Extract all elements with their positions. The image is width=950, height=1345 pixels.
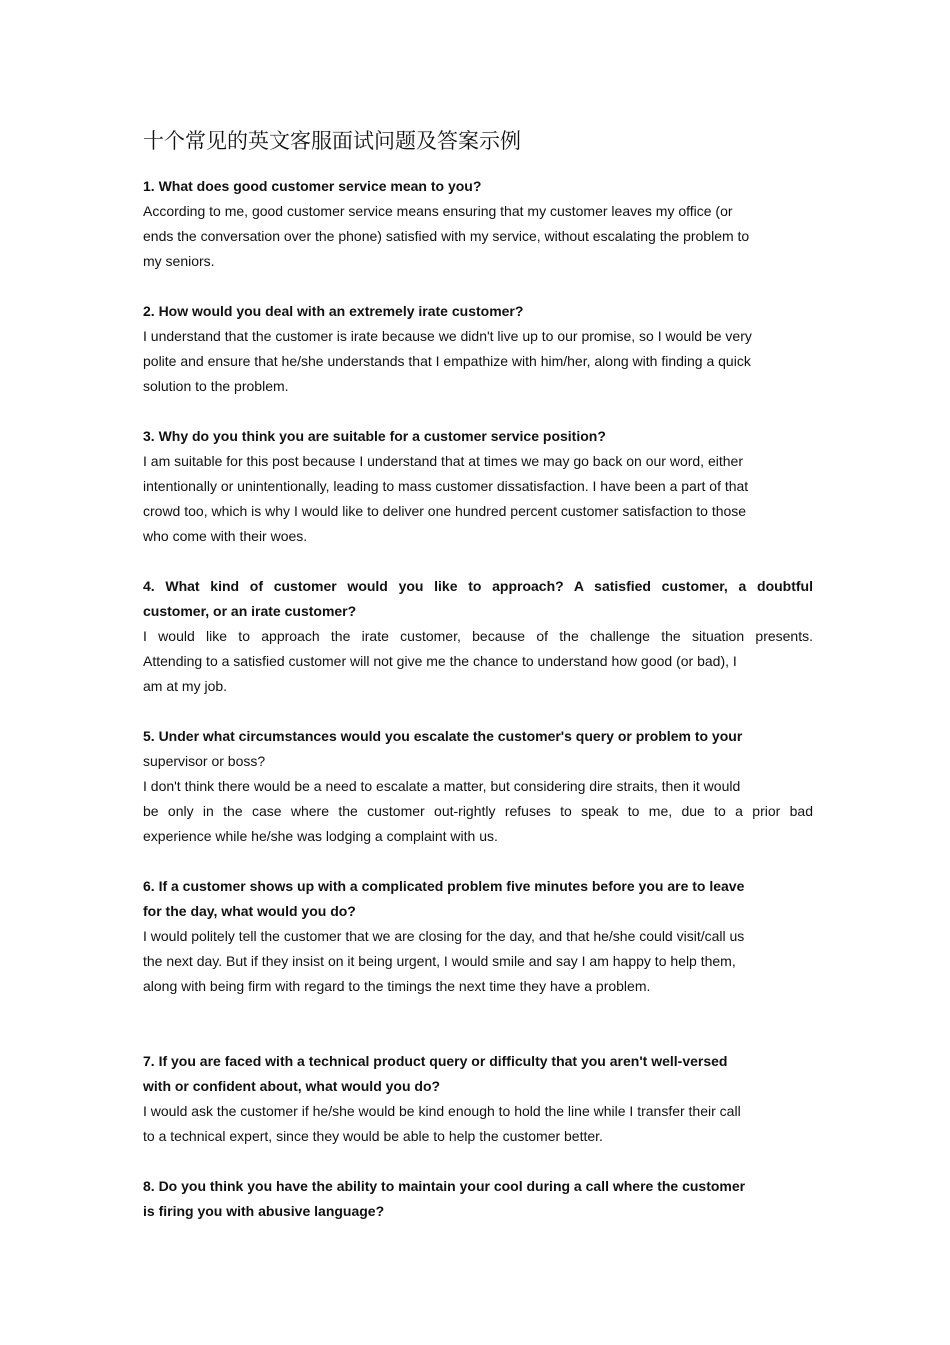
qa-item-4	[143, 574, 813, 699]
answer-2-line-3: solution to the problem.	[143, 378, 289, 394]
answer-5-line-2: be only in the case where the customer out-rightly refuses to speak to me, due to a prior bad	[143, 803, 813, 819]
answer-3-line-3: crowd too, which is why I would like to deliver one hundred percent customer satisfaction to those	[143, 503, 747, 519]
answer-6-line-1: I would politely tell the customer that we are closing for the day, and that he/she could visit/call us	[143, 928, 745, 944]
answer-4-line-1: I would like to approach the irate customer, because of the challenge the situation presents.	[143, 628, 813, 644]
answer-1-line-2: ends the conversation over the phone) satisfied with my service, without escalating the problem to	[143, 228, 750, 244]
answer-4-line-3: am at my job.	[143, 678, 228, 694]
question-5-line-1: 5. Under what circumstances would you escalate the customer's query or problem to your	[143, 728, 743, 744]
answer-5-line-3: experience while he/she was lodging a complaint with us.	[143, 828, 498, 844]
question-8-line-1: 8. Do you think you have the ability to maintain your cool during a call where the customer	[143, 1178, 746, 1194]
answer-5-line-1: I don't think there would be a need to escalate a matter, but considering dire straits, then it would	[143, 778, 741, 794]
question-7-line-2: with or confident about, what would you do?	[143, 1078, 441, 1094]
answer-7-line-2: to a technical expert, since they would be able to help the customer better.	[143, 1128, 603, 1144]
answer-3-line-1: I am suitable for this post because I understand that at times we may go back on our word, either	[143, 453, 743, 469]
qa-item-7	[143, 1049, 813, 1149]
answer-6-line-3: along with being firm with regard to the timings the next time they have a problem.	[143, 978, 651, 994]
answer-3-line-2: intentionally or unintentionally, leading to mass customer dissatisfaction. I have been a part of that	[143, 478, 749, 494]
question-1-line-1: 1. What does good customer service mean to you?	[143, 178, 482, 194]
answer-1-line-1: According to me, good customer service means ensuring that my customer leaves my office (or	[143, 203, 733, 219]
document-page	[143, 126, 813, 1249]
question-3-line-1: 3. Why do you think you are suitable for a customer service position?	[143, 428, 606, 444]
answer-1-line-3: my seniors.	[143, 253, 215, 269]
question-4-line-1: 4. What kind of customer would you like to approach? A satisfied customer, a doubtful	[143, 578, 813, 594]
answer-3-line-4: who come with their woes.	[143, 528, 308, 544]
question-6-line-2: for the day, what would you do?	[143, 903, 356, 919]
answer-6-line-2: the next day. But if they insist on it being urgent, I would smile and say I am happy to help them,	[143, 953, 736, 969]
qa-item-3	[143, 424, 813, 549]
question-8-line-2: is firing you with abusive language?	[143, 1203, 385, 1219]
question-2-line-1: 2. How would you deal with an extremely irate customer?	[143, 303, 524, 319]
question-7-line-1: 7. If you are faced with a technical product query or difficulty that you aren't well-versed	[143, 1053, 728, 1069]
question-4-line-2: customer, or an irate customer?	[143, 603, 357, 619]
answer-2-line-2: polite and ensure that he/she understands that I empathize with him/her, along with finding a quick	[143, 353, 751, 369]
qa-item-6	[143, 874, 813, 999]
question-5-line-2: supervisor or boss?	[143, 753, 266, 769]
document-title: 十个常见的英文客服面试问题及答案示例	[143, 129, 521, 153]
answer-7-line-1: I would ask the customer if he/she would be kind enough to hold the line while I transfer their call	[143, 1103, 741, 1119]
qa-item-5	[143, 724, 813, 849]
answer-2-line-1: I understand that the customer is irate because we didn't live up to our promise, so I would be very	[143, 328, 752, 344]
answer-4-line-2: Attending to a satisfied customer will not give me the chance to understand how good (or bad), I	[143, 653, 737, 669]
qa-item-8	[143, 1174, 813, 1224]
qa-item-2	[143, 299, 813, 399]
question-6-line-1: 6. If a customer shows up with a complicated problem five minutes before you are to leave	[143, 878, 745, 894]
qa-item-1	[143, 174, 813, 274]
